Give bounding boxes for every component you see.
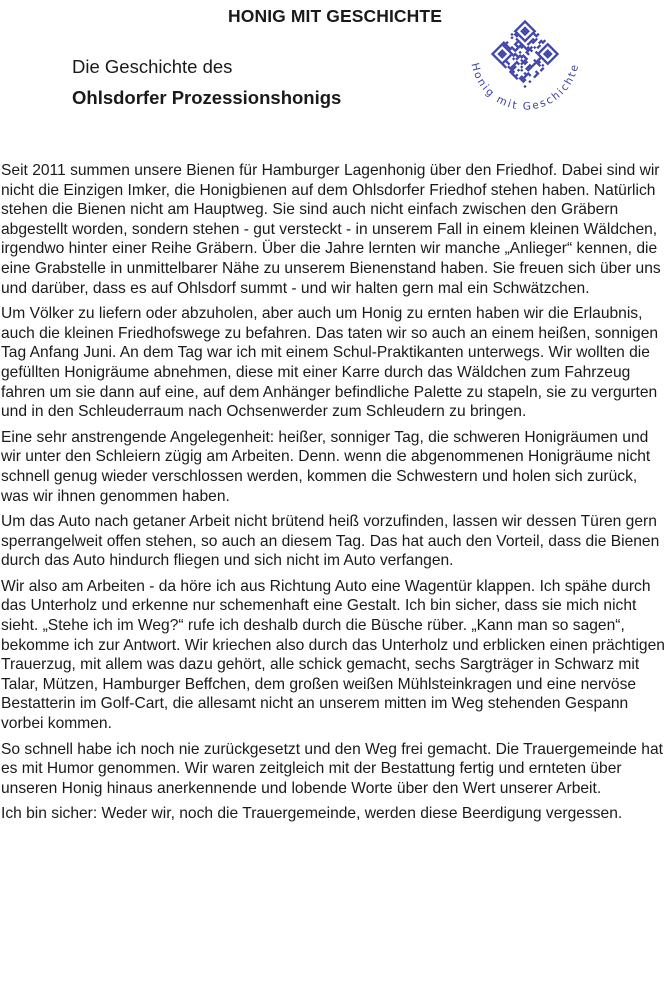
paragraph-3: Eine sehr anstrengende Angelegenheit: heißer, sonniger Tag, die schweren Honigräumen und wir unter den Schleiern zügig am Arbeiten. Denn. wenn die abgenommenen Honigräume nicht schnell genug wieder verschlossen werden, kommen die Schwestern und holen sich zurück, was wir ihnen genommen haben. [1, 428, 651, 505]
paragraph-7: Ich bin sicher: Weder wir, noch die Trauergemeinde, werden diese Beerdigung vergessen. [1, 805, 623, 823]
paragraph-4: Um das Auto nach getaner Arbeit nicht brütend heiß vorzufinden, lassen wir dessen Türen gern sperrangelweit offen stehen, so auch an diesem Tag. Das hat auch den Vorteil, dass die Bienen durch das Auto hindurch fliegen und sich nicht im Auto verfangen. [1, 513, 660, 570]
subtitle-line-1: Die Geschichte des [72, 56, 233, 77]
qr-code-icon [466, 14, 584, 134]
paragraph-2: Um Völker zu liefern oder abzuholen, aber auch um Honig zu ernten haben wir die Erlaubnis, auch die kleinen Friedhofswege zu befahren. Das taten wir so auch an einem heißen, sonnigen Tag Anfang Juni. An dem Tag war ich mit einem Schul-Praktikanten unterwegs. Wir wollten die gefüllten Honigräume abnehmen, diese mit einer Karre durch das Wäldchen zum Fahrzeug fahren um sie dann auf eine, auf dem Anhänger befindliche Palette zu stapeln, sie zu vergurten und in den Schleuderraum nach Ochsenwerder zum Schleudern zu bringen. [1, 305, 659, 421]
paragraph-6: So schnell habe ich noch nie zurückgesetzt und den Weg frei gemacht. Die Trauergemeinde hat es mit Humor genommen. Wir waren zeitgleich mit der Bestattung fertig und ernteten über unseren Honig hinaus anerkennende und lobende Worte über den Wert unserer Arbeit. [1, 740, 663, 797]
logo-text: Honig mit Geschichte [468, 61, 582, 113]
page-title: HONIG MIT GESCHICHTE [228, 6, 442, 26]
subtitle-line-2: Ohlsdorfer Prozessionshonigs [72, 87, 342, 108]
paragraph-1: Seit 2011 summen unsere Bienen für Hamburger Lagenhonig über den Friedhof. Dabei sind wir nicht die Einzigen Imker, die Honigbienen auf dem Ohlsdorfer Friedhof stehen haben. Natürlich stehen die Bienen nicht am Hauptweg. Sie sind auch nicht einfach zwischen den Gräbern abgestellt worden, sondern stehen - gut versteckt - in unserem Fall in einem kleinen Wäldchen, irgendwo hinter einer Reihe Gräbern. Über die Jahre lernten wir manche „Anlieger“ kennen, die eine Grabstelle in unmittelbarer Nähe zu unserem Bienenstand haben. Sie freuen sich über uns und darüber, dass es auf Ohlsdorf summt - und wir halten gern mal ein Schwätzchen. [1, 162, 661, 297]
qr-code-logo [466, 14, 584, 134]
article-body [1, 161, 669, 830]
paragraph-5: Wir also am Arbeiten - da höre ich aus Richtung Auto eine Wagentür klappen. Ich spähe durch das Unterholz und erkenne nur schemenhaft eine Gestalt. Ich bin sicher, dass sie mich nicht sieht. „Stehe ich im Weg?“ rufe ich deshalb durch die Büsche rüber. „Kann man so sagen“, bekomme ich zur Antwort. Wir kriechen also durch das Unterholz und erblicken einen prächtigen Trauerzug, mit allem was dazu gehört, alle schick gemacht, sechs Sargträger in Schwarz mit Talar, Mützen, Hamburger Beffchen, dem großen weißen Mühlsteinkragen und eine nervöse Bestatterin im Golf-Cart, die allesamt nicht an unserem mitten im Weg stehenden Gespann vorbei kommen. [1, 577, 665, 733]
